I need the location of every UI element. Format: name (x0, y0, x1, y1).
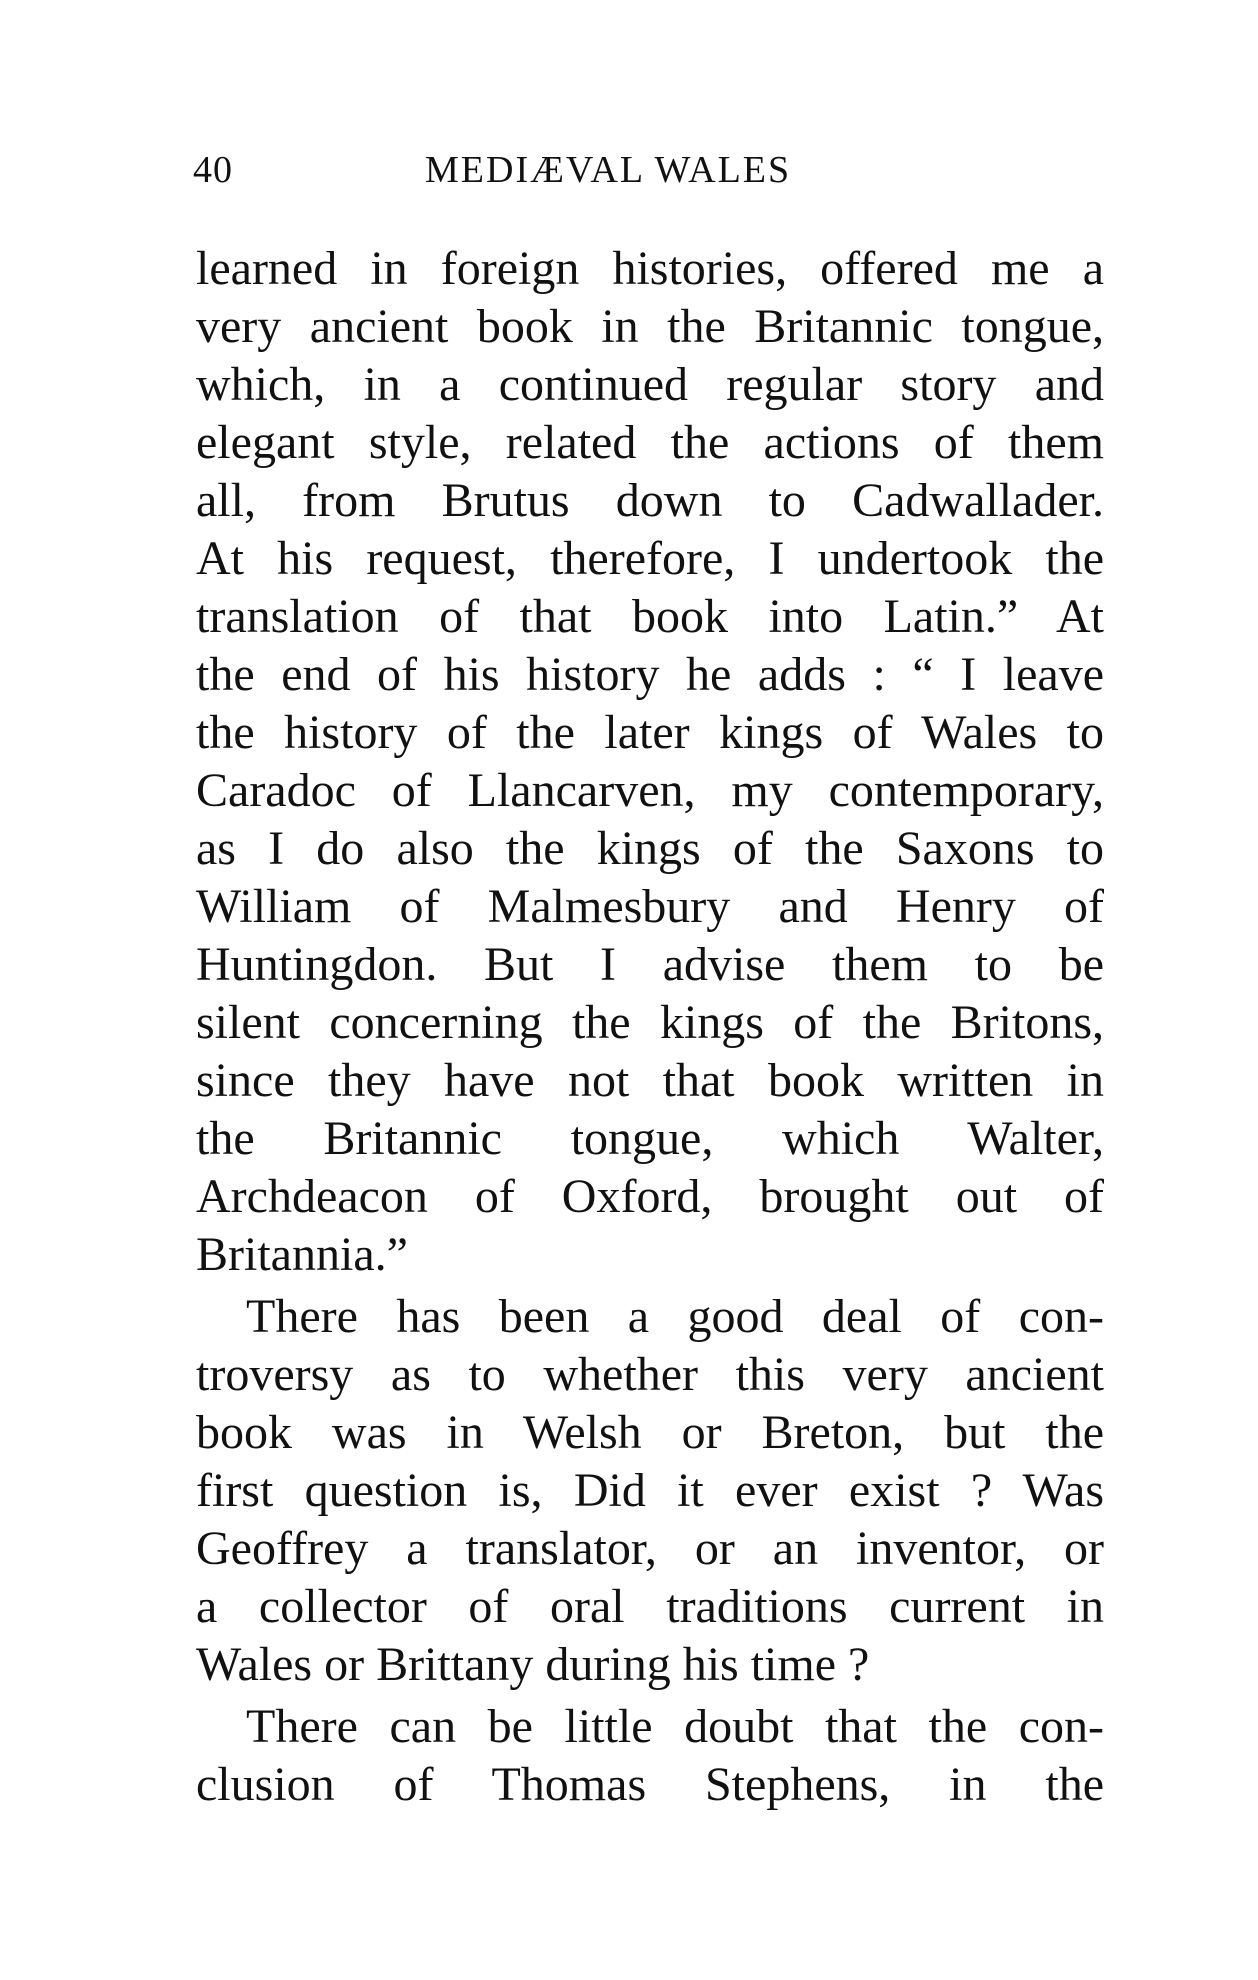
text-line: elegant style, related the actions of them (196, 416, 1104, 469)
page-number: 40 (193, 149, 233, 191)
text-line: first question is, Did it ever exist ? Was (196, 1464, 1104, 1517)
text-line: since they have not that book written in (196, 1054, 1104, 1107)
text-line: as I do also the kings of the Saxons to (196, 822, 1104, 875)
text-line: clusion of Thomas Stephens, in the (196, 1758, 1104, 1811)
body-text (196, 240, 1104, 1814)
text-line: translation of that book into Latin.” At (196, 590, 1104, 643)
text-line: very ancient book in the Britannic tongue, (196, 300, 1104, 353)
text-line: the end of his history he adds : “ I leave (196, 648, 1104, 701)
paragraph (196, 1698, 1104, 1814)
text-line: learned in foreign histories, offered me a (196, 242, 1104, 295)
text-line: book was in Welsh or Breton, but the (196, 1406, 1104, 1459)
text-line: Britannia.” (196, 1228, 408, 1281)
text-line: the history of the later kings of Wales to (196, 706, 1104, 759)
text-line: At his request, therefore, I undertook the (196, 532, 1104, 585)
text-line: Wales or Brittany during his time ? (196, 1638, 870, 1691)
text-line: silent concerning the kings of the Britons, (196, 996, 1104, 1049)
running-head (0, 148, 1258, 198)
paragraph (196, 240, 1104, 1284)
paragraph (196, 1288, 1104, 1694)
running-title: MEDIÆVAL WALES (425, 149, 792, 191)
text-line: all, from Brutus down to Cadwallader. (196, 474, 1104, 527)
text-line: William of Malmesbury and Henry of (196, 880, 1104, 933)
text-line: Geoffrey a translator, or an inventor, or (196, 1522, 1104, 1575)
text-line: There can be little doubt that the con- (246, 1700, 1104, 1753)
text-line: the Britannic tongue, which Walter, (196, 1112, 1104, 1165)
text-line: Archdeacon of Oxford, brought out of (196, 1170, 1104, 1223)
text-line: There has been a good deal of con- (246, 1290, 1104, 1343)
text-line: Caradoc of Llancarven, my contemporary, (196, 764, 1104, 817)
text-line: which, in a continued regular story and (196, 358, 1104, 411)
text-line: Huntingdon. But I advise them to be (196, 938, 1104, 991)
text-line: a collector of oral traditions current in (196, 1580, 1104, 1633)
text-line: troversy as to whether this very ancient (196, 1348, 1104, 1401)
